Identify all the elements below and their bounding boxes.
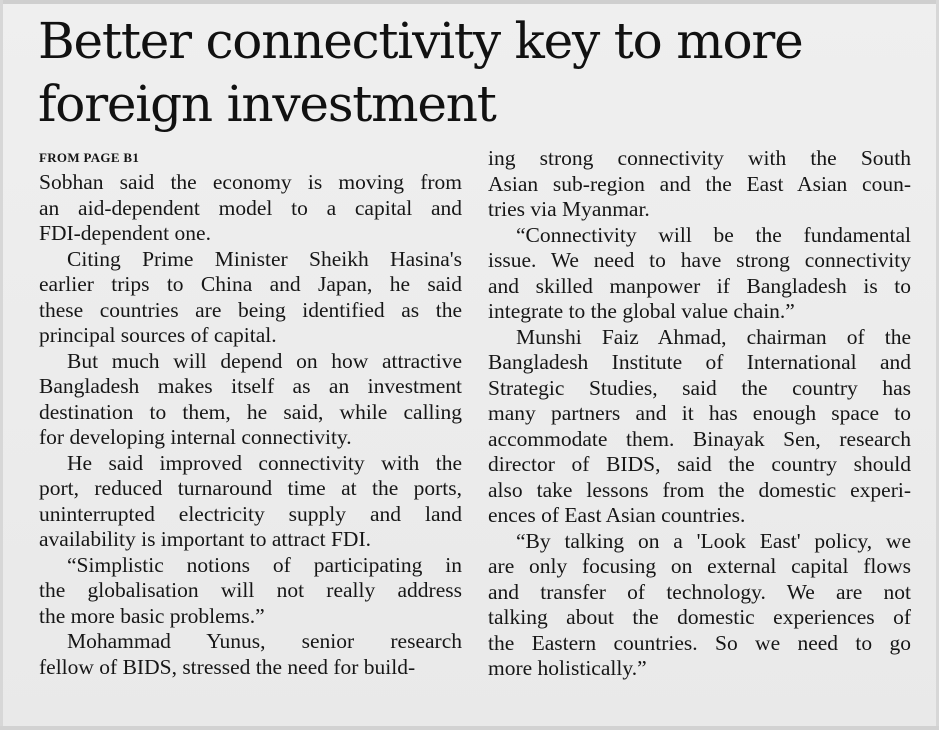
text-line: earlier trips to China and Japan, he said	[39, 272, 462, 296]
text-line: these countries are being identified as the	[39, 297, 462, 322]
paragraph	[488, 325, 911, 529]
paragraph	[39, 629, 462, 680]
text-line: ing strong connectivity with the South	[488, 146, 911, 170]
text-line: But much will depend on how attractive	[67, 348, 462, 373]
text-line: He said improved connectivity with the	[67, 450, 462, 475]
article-headline	[38, 10, 918, 136]
text-line: the more basic problems.”	[39, 603, 265, 628]
text-line: talking about the domestic experiences of	[488, 605, 911, 629]
text-line: destination to them, he said, while calling	[39, 399, 462, 424]
text-line: “Connectivity will be the fundamental	[516, 222, 911, 247]
text-line: the globalisation will not really address	[39, 578, 462, 602]
text-line: Bangladesh Institute of International and	[488, 350, 911, 374]
text-line: ences of East Asian countries.	[488, 503, 746, 527]
paragraph	[488, 146, 911, 223]
headline-line-1: Better connectivity key to more	[38, 12, 803, 70]
text-line: an aid-dependent model to a capital and	[39, 195, 462, 220]
text-line: Sobhan said the economy is moving from	[39, 170, 462, 194]
text-line: port, reduced turnaround time at the ports,	[39, 476, 462, 500]
text-line: Citing Prime Minister Sheikh Hasina's	[67, 246, 462, 271]
text-line: Mohammad Yunus, senior research	[67, 629, 462, 653]
article-column-left	[39, 146, 462, 680]
article-column-right	[488, 146, 911, 682]
text-line: also take lessons from the domestic experi-	[488, 477, 911, 502]
text-line: issue. We need to have strong connectivity	[488, 248, 911, 272]
clipping-edge-left	[0, 0, 3, 730]
clipping-edge-top	[0, 0, 939, 4]
text-line: and skilled manpower if Bangladesh is to	[488, 273, 911, 298]
text-line: are only focusing on external capital flows	[488, 554, 911, 578]
text-line: many partners and it has enough space to	[488, 401, 911, 425]
text-line: availability is important to attract FDI.	[39, 527, 371, 551]
text-line: Strategic Studies, said the country has	[488, 375, 911, 400]
text-line: uninterrupted electricity supply and land	[39, 501, 462, 526]
text-line: for developing internal connectivity.	[39, 425, 352, 449]
text-line: accommodate them. Binayak Sen, research	[488, 426, 911, 451]
continuation-kicker: FROM PAGE B1	[39, 150, 140, 165]
text-line: more holistically.”	[488, 656, 647, 680]
text-line: Asian sub-region and the East Asian coun-	[488, 171, 911, 196]
text-line: tries via Myanmar.	[488, 197, 650, 221]
text-line: Bangladesh makes itself as an investment	[39, 374, 462, 398]
clipping-edge-bottom	[0, 726, 939, 730]
paragraph	[39, 247, 462, 349]
paragraph	[39, 553, 462, 630]
text-line: fellow of BIDS, stressed the need for build-	[39, 654, 416, 679]
paragraph	[39, 349, 462, 451]
text-line: and transfer of technology. We are not	[488, 579, 911, 604]
paragraph	[39, 170, 462, 247]
text-line: director of BIDS, said the country should	[488, 452, 911, 476]
text-line: principal sources of capital.	[39, 323, 277, 347]
text-line: the Eastern countries. So we need to go	[488, 630, 911, 655]
text-line: FDI-dependent one.	[39, 221, 211, 245]
paragraph	[488, 223, 911, 325]
text-line: “By talking on a 'Look East' policy, we	[516, 528, 911, 553]
paragraph	[39, 451, 462, 553]
text-line: “Simplistic notions of participating in	[67, 552, 462, 577]
text-line: integrate to the global value chain.”	[488, 299, 795, 323]
paragraph	[488, 529, 911, 682]
headline-line-2: foreign investment	[38, 75, 496, 133]
text-line: Munshi Faiz Ahmad, chairman of the	[516, 324, 911, 349]
